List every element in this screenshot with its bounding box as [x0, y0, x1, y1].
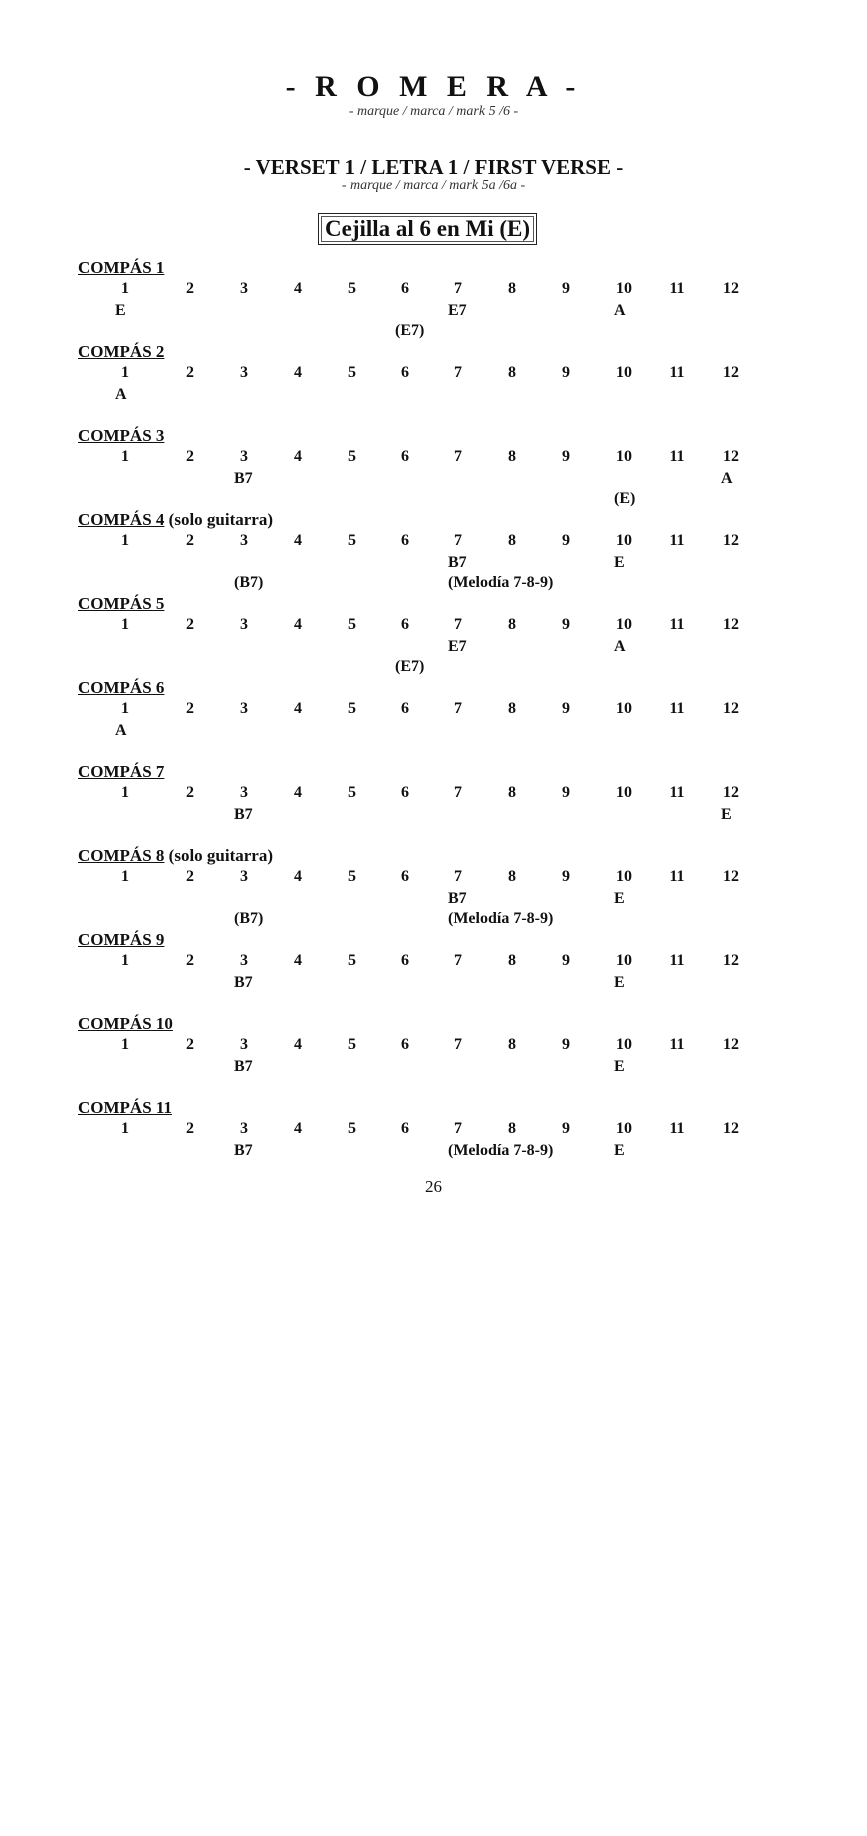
beat-number: 6	[401, 1120, 409, 1137]
beat-number: 9	[562, 616, 570, 633]
beat-number: 6	[401, 532, 409, 549]
page-number: 26	[425, 1177, 442, 1196]
chord-label: (E7)	[395, 658, 425, 675]
beat-number: 8	[508, 868, 516, 885]
beat-number: 7	[454, 868, 462, 885]
beat-number: 5	[348, 616, 356, 633]
beat-number: 1	[121, 364, 129, 381]
beat-number: 6	[401, 364, 409, 381]
beat-number: 12	[723, 532, 739, 549]
beat-number: 9	[562, 952, 570, 969]
beat-number: 12	[723, 280, 739, 297]
beat-number: 1	[121, 1036, 129, 1053]
beat-number: 6	[401, 616, 409, 633]
chord-label: E	[614, 1142, 625, 1159]
chord-label: B7	[234, 974, 253, 991]
beat-number: 5	[348, 1120, 356, 1137]
beat-number: 1	[121, 532, 129, 549]
beat-number: 12	[723, 1120, 739, 1137]
beat-number: 11	[669, 700, 685, 717]
beat-number: 11	[669, 616, 685, 633]
chord-label: A	[721, 470, 733, 487]
beat-number: 12	[723, 784, 739, 801]
beat-number: 3	[240, 700, 248, 717]
beat-number: 8	[508, 364, 516, 381]
beat-number: 7	[454, 532, 462, 549]
beat-number: 3	[240, 952, 248, 969]
compas-label: COMPÁS 8	[78, 846, 165, 865]
page-title: - R O M E R A -	[285, 70, 582, 103]
beat-number: 11	[669, 364, 685, 381]
chord-label: E	[721, 806, 732, 823]
compas-heading	[78, 1098, 172, 1118]
beat-number: 4	[294, 616, 302, 633]
chord-label: B7	[234, 1058, 253, 1075]
beat-number: 4	[294, 280, 302, 297]
compas-section	[0, 930, 867, 1012]
compas-label: COMPÁS 7	[78, 762, 165, 781]
beat-number: 10	[616, 616, 632, 633]
chord-label: B7	[234, 470, 253, 487]
compas-note: (solo guitarra)	[164, 510, 274, 529]
beat-number: 10	[616, 1120, 632, 1137]
chord-label: B7	[234, 1142, 253, 1159]
beat-number: 5	[348, 868, 356, 885]
beat-number: 3	[240, 616, 248, 633]
beat-number: 2	[186, 280, 194, 297]
chord-label: A	[614, 302, 626, 319]
beat-number: 9	[562, 448, 570, 465]
beat-number: 10	[616, 700, 632, 717]
beat-number: 7	[454, 952, 462, 969]
beat-number: 4	[294, 1036, 302, 1053]
beat-number: 11	[669, 1120, 685, 1137]
beat-number: 1	[121, 700, 129, 717]
beat-number: 2	[186, 616, 194, 633]
beat-number: 10	[616, 1036, 632, 1053]
beat-number: 4	[294, 532, 302, 549]
beat-number: 9	[562, 784, 570, 801]
beat-number: 2	[186, 784, 194, 801]
beat-number: 7	[454, 364, 462, 381]
chord-label: E	[614, 890, 625, 907]
beat-number: 7	[454, 448, 462, 465]
beat-number: 10	[616, 868, 632, 885]
beat-number: 8	[508, 784, 516, 801]
beat-number: 9	[562, 1036, 570, 1053]
beat-number: 5	[348, 784, 356, 801]
beat-number: 12	[723, 1036, 739, 1053]
capo-indicator: Cejilla al 6 en Mi (E)	[318, 213, 537, 245]
compas-section	[0, 510, 867, 592]
beat-number: 11	[669, 784, 685, 801]
beat-number: 9	[562, 868, 570, 885]
compas-section	[0, 762, 867, 844]
melody-note: (Melodía 7-8-9)	[448, 1142, 554, 1159]
beat-number: 10	[616, 952, 632, 969]
compas-section	[0, 258, 867, 340]
compas-heading	[78, 846, 273, 866]
chord-label: A	[614, 638, 626, 655]
beat-number: 8	[508, 952, 516, 969]
compas-heading	[78, 426, 164, 446]
chord-label: B7	[448, 554, 467, 571]
beat-number: 9	[562, 1120, 570, 1137]
beat-number: 12	[723, 868, 739, 885]
beat-number: 7	[454, 616, 462, 633]
title-subtitle: - marque / marca / mark 5 /6 -	[348, 104, 519, 119]
beat-number: 2	[186, 700, 194, 717]
beat-number: 10	[616, 364, 632, 381]
beat-number: 8	[508, 1036, 516, 1053]
chord-label: (E)	[614, 490, 636, 507]
compas-heading	[78, 342, 164, 362]
compas-label: COMPÁS 2	[78, 342, 165, 361]
beat-number: 4	[294, 784, 302, 801]
beat-number: 6	[401, 700, 409, 717]
beat-number: 1	[121, 952, 129, 969]
compas-section	[0, 1014, 867, 1096]
beat-number: 12	[723, 952, 739, 969]
beat-number: 11	[669, 448, 685, 465]
beat-number: 1	[121, 784, 129, 801]
compas-label: COMPÁS 6	[78, 678, 165, 697]
compas-heading	[78, 594, 164, 614]
compas-section	[0, 594, 867, 676]
beat-number: 5	[348, 532, 356, 549]
beat-number: 11	[669, 952, 685, 969]
compas-section	[0, 678, 867, 760]
beat-number: 5	[348, 448, 356, 465]
beat-number: 4	[294, 952, 302, 969]
beat-number: 6	[401, 952, 409, 969]
beat-number: 5	[348, 700, 356, 717]
beat-number: 5	[348, 364, 356, 381]
compas-heading	[78, 258, 164, 278]
beat-number: 7	[454, 1120, 462, 1137]
chord-label: B7	[234, 806, 253, 823]
beat-number: 3	[240, 868, 248, 885]
chord-label: E	[614, 554, 625, 571]
compas-label: COMPÁS 3	[78, 426, 165, 445]
beat-number: 10	[616, 532, 632, 549]
compas-heading	[78, 678, 164, 698]
beat-number: 9	[562, 280, 570, 297]
beat-number: 1	[121, 448, 129, 465]
compas-section	[0, 1098, 867, 1180]
beat-number: 8	[508, 280, 516, 297]
compas-heading	[78, 930, 164, 950]
beat-number: 4	[294, 868, 302, 885]
beat-number: 7	[454, 280, 462, 297]
beat-number: 2	[186, 1120, 194, 1137]
compas-label: COMPÁS 10	[78, 1014, 173, 1033]
beat-number: 9	[562, 532, 570, 549]
beat-number: 12	[723, 364, 739, 381]
beat-number: 2	[186, 364, 194, 381]
beat-number: 9	[562, 364, 570, 381]
beat-number: 5	[348, 1036, 356, 1053]
chord-label: E	[115, 302, 126, 319]
beat-number: 3	[240, 364, 248, 381]
beat-number: 7	[454, 784, 462, 801]
beat-number: 3	[240, 280, 248, 297]
verse-subtitle: - marque / marca / mark 5a /6a -	[341, 178, 526, 193]
beat-number: 8	[508, 616, 516, 633]
beat-number: 2	[186, 448, 194, 465]
beat-number: 3	[240, 784, 248, 801]
beat-number: 4	[294, 364, 302, 381]
beat-number: 10	[616, 784, 632, 801]
beat-number: 12	[723, 700, 739, 717]
beat-number: 3	[240, 532, 248, 549]
beat-number: 4	[294, 1120, 302, 1137]
chord-label: E	[614, 974, 625, 991]
beat-number: 6	[401, 448, 409, 465]
compas-section	[0, 846, 867, 928]
beat-number: 5	[348, 280, 356, 297]
beat-number: 7	[454, 1036, 462, 1053]
beat-number: 4	[294, 448, 302, 465]
compas-label: COMPÁS 4	[78, 510, 165, 529]
chord-label: E	[614, 1058, 625, 1075]
beat-number: 8	[508, 448, 516, 465]
beat-number: 1	[121, 280, 129, 297]
beat-number: 3	[240, 1120, 248, 1137]
chord-label: (E7)	[395, 322, 425, 339]
beat-number: 11	[669, 532, 685, 549]
compas-heading	[78, 1014, 173, 1034]
beat-number: 2	[186, 952, 194, 969]
beat-number: 8	[508, 1120, 516, 1137]
compas-label: COMPÁS 5	[78, 594, 165, 613]
chord-label: A	[115, 386, 127, 403]
compas-note: (solo guitarra)	[164, 846, 274, 865]
beat-number: 6	[401, 784, 409, 801]
beat-number: 8	[508, 700, 516, 717]
melody-note: (Melodía 7-8-9)	[448, 574, 554, 591]
compas-heading	[78, 510, 273, 530]
beat-number: 3	[240, 448, 248, 465]
beat-number: 6	[401, 280, 409, 297]
melody-note: (Melodía 7-8-9)	[448, 910, 554, 927]
compas-section	[0, 426, 867, 508]
compas-section	[0, 342, 867, 424]
beat-number: 2	[186, 532, 194, 549]
beat-number: 6	[401, 868, 409, 885]
beat-number: 12	[723, 616, 739, 633]
beat-number: 1	[121, 616, 129, 633]
beat-number: 10	[616, 280, 632, 297]
beat-number: 2	[186, 1036, 194, 1053]
beat-number: 10	[616, 448, 632, 465]
beat-number: 3	[240, 1036, 248, 1053]
beat-number: 1	[121, 868, 129, 885]
compas-label: COMPÁS 9	[78, 930, 165, 949]
chord-label: (B7)	[234, 574, 264, 591]
beat-number: 5	[348, 952, 356, 969]
beat-number: 6	[401, 1036, 409, 1053]
chord-label: E7	[448, 638, 467, 655]
beat-number: 2	[186, 868, 194, 885]
beat-number: 4	[294, 700, 302, 717]
beat-number: 11	[669, 868, 685, 885]
beat-number: 9	[562, 700, 570, 717]
chord-label: E7	[448, 302, 467, 319]
chord-label: A	[115, 722, 127, 739]
compas-heading	[78, 762, 164, 782]
compas-label: COMPÁS 1	[78, 258, 165, 277]
beat-number: 11	[669, 280, 685, 297]
beat-number: 11	[669, 1036, 685, 1053]
beat-number: 1	[121, 1120, 129, 1137]
chord-label: (B7)	[234, 910, 264, 927]
chord-label: B7	[448, 890, 467, 907]
compas-label: COMPÁS 11	[78, 1098, 172, 1117]
beat-number: 7	[454, 700, 462, 717]
beat-number: 12	[723, 448, 739, 465]
beat-number: 8	[508, 532, 516, 549]
verse-title: - VERSET 1 / LETRA 1 / FIRST VERSE -	[243, 155, 624, 179]
